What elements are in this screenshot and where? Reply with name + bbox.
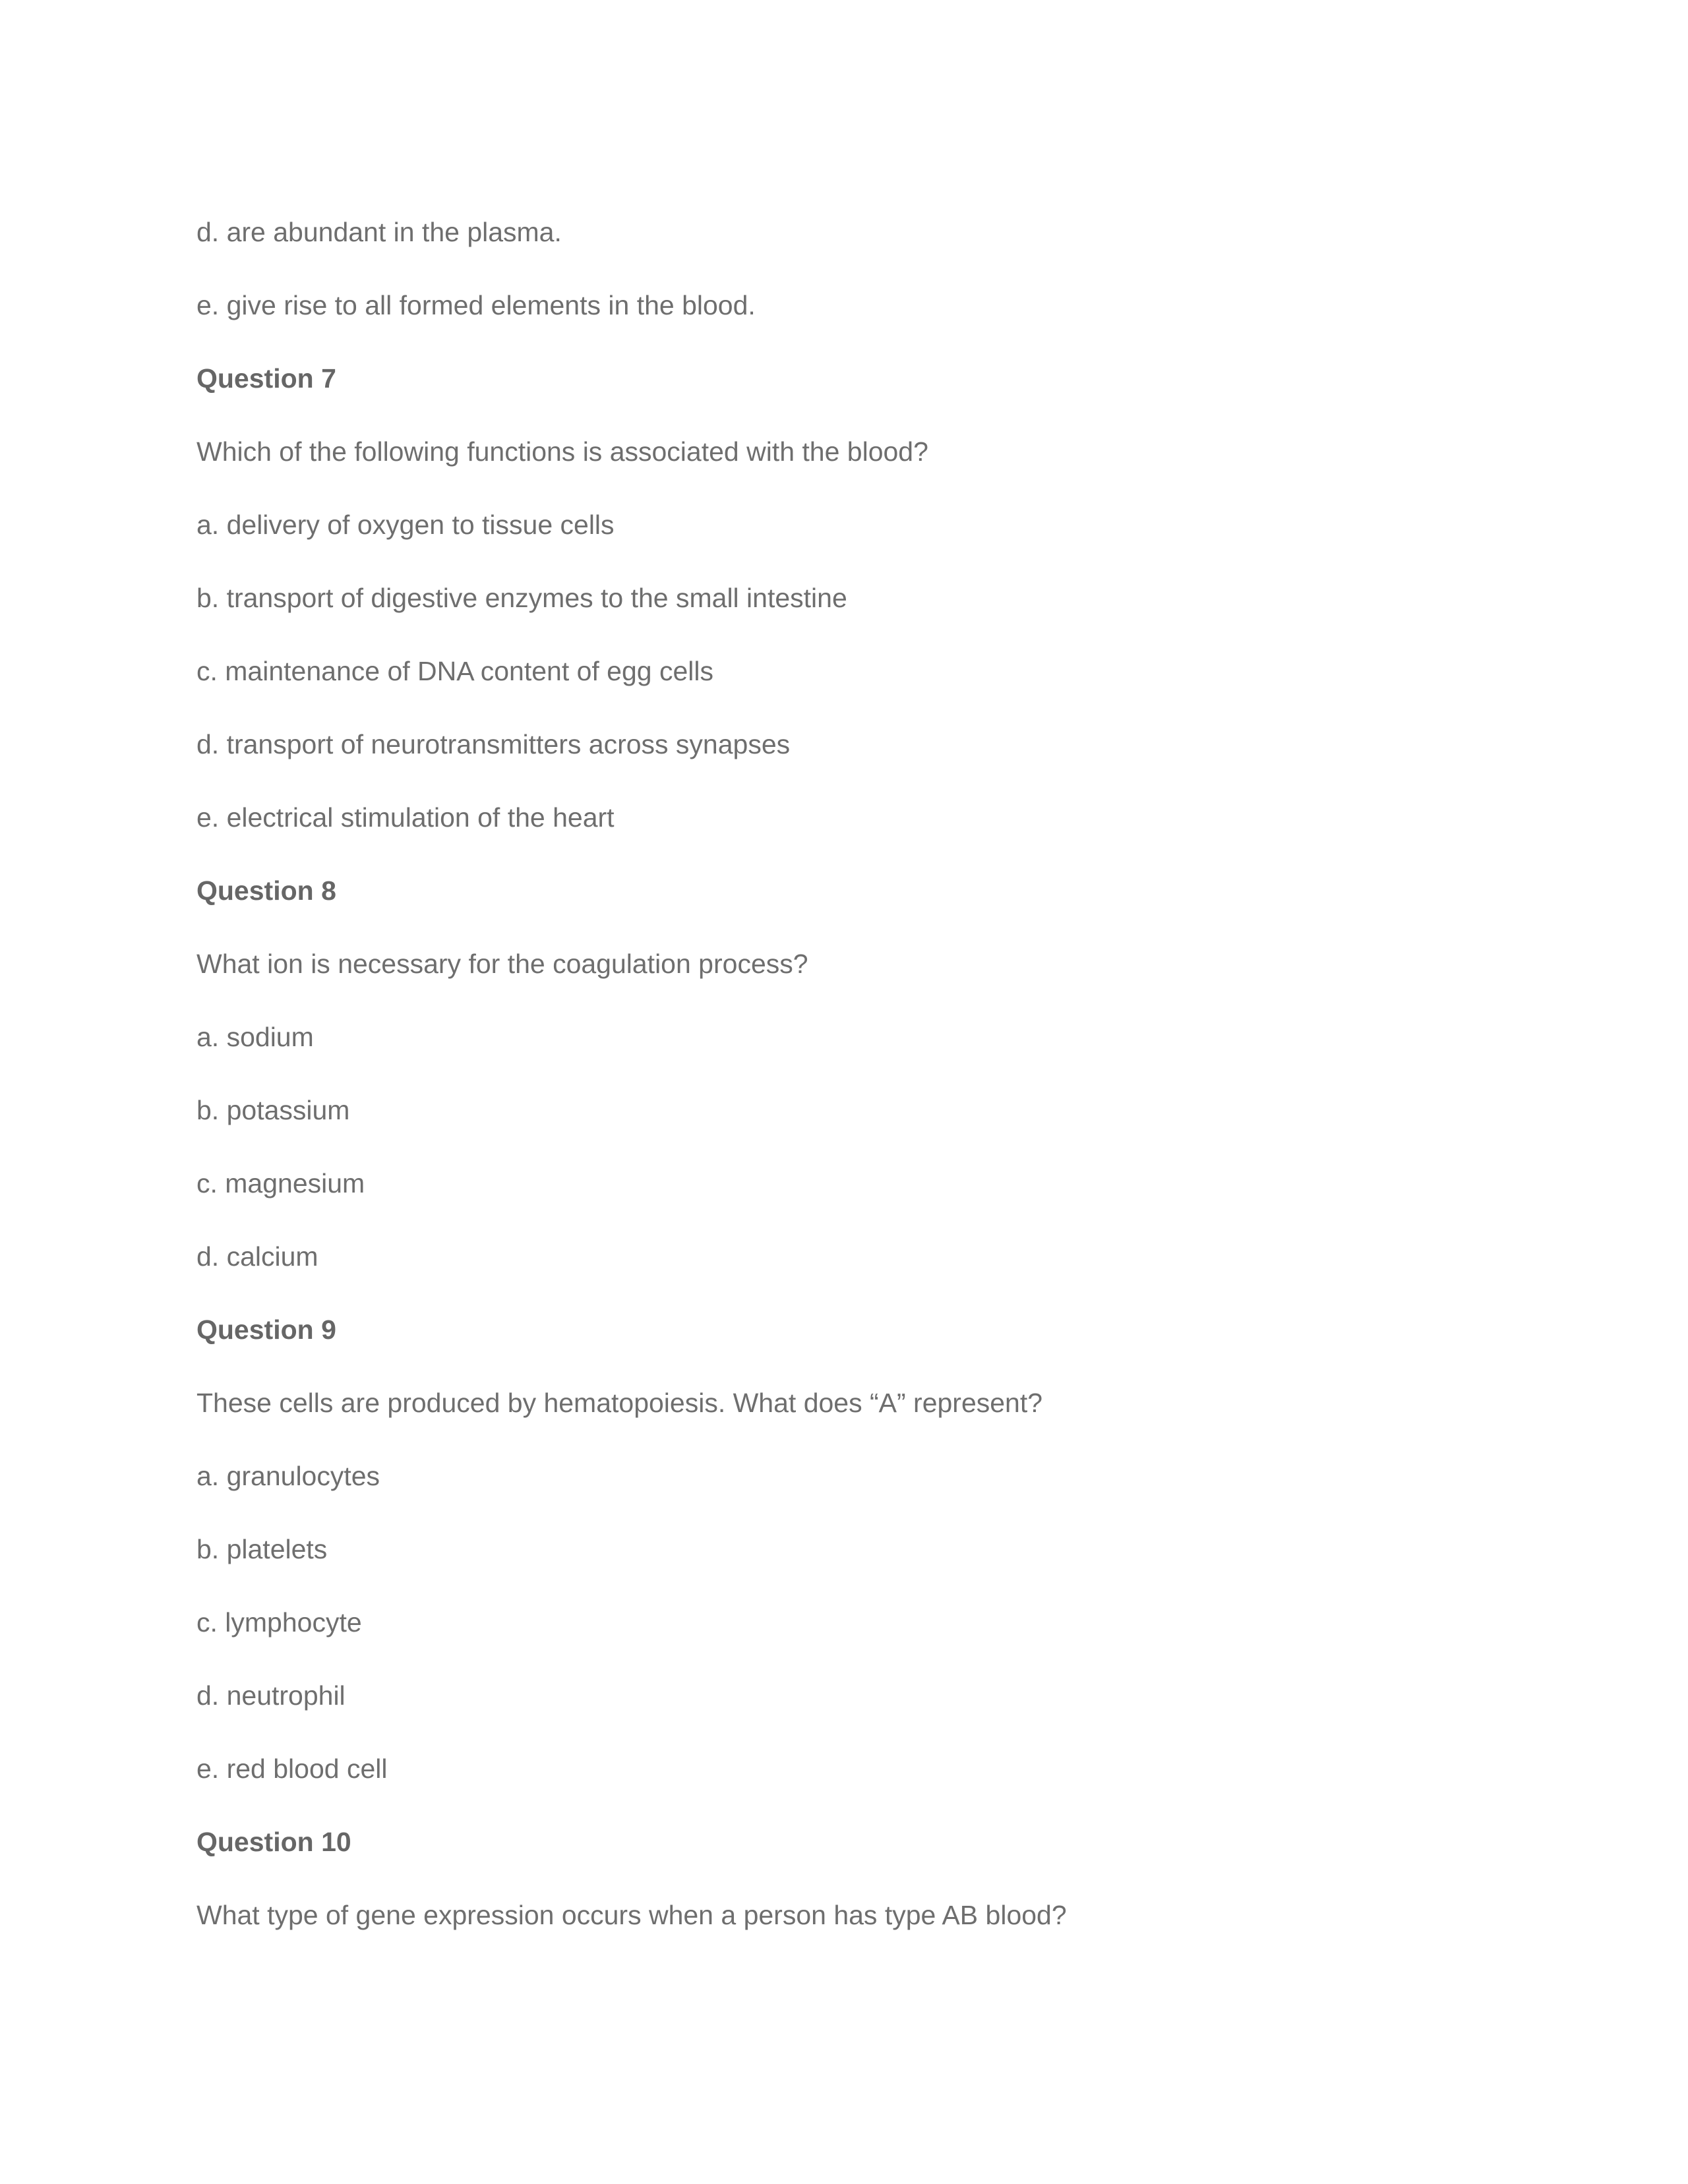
option-7e: e. electrical stimulation of the heart [196,802,615,833]
question-8-text: What ion is necessary for the coagulation process? [196,949,808,979]
option-8b: b. potassium [196,1095,350,1125]
question-7-heading: Question 7 [196,363,336,394]
question-9-text: These cells are produced by hematopoiesis. What does “A” represent? [196,1388,1043,1418]
option-7a: a. delivery of oxygen to tissue cells [196,510,615,540]
option-7d: d. transport of neurotransmitters across synapses [196,729,791,759]
option-9e: e. red blood cell [196,1754,388,1784]
option-7c: c. maintenance of DNA content of egg cells [196,656,714,686]
option-6d: d. are abundant in the plasma. [196,217,562,247]
option-9d: d. neutrophil [196,1680,346,1711]
option-9a: a. granulocytes [196,1461,380,1491]
option-8a: a. sodium [196,1022,314,1052]
option-7b: b. transport of digestive enzymes to the small intestine [196,583,847,613]
option-8d: d. calcium [196,1241,318,1272]
question-7-text: Which of the following functions is associated with the blood? [196,436,928,467]
option-6e: e. give rise to all formed elements in the blood. [196,290,756,320]
question-10-heading: Question 10 [196,1827,351,1857]
question-9-heading: Question 9 [196,1314,336,1345]
option-9c: c. lymphocyte [196,1607,362,1638]
question-8-heading: Question 8 [196,875,336,906]
option-9b: b. platelets [196,1534,328,1564]
option-8c: c. magnesium [196,1168,365,1198]
question-10-text: What type of gene expression occurs when a person has type AB blood? [196,1900,1067,1930]
